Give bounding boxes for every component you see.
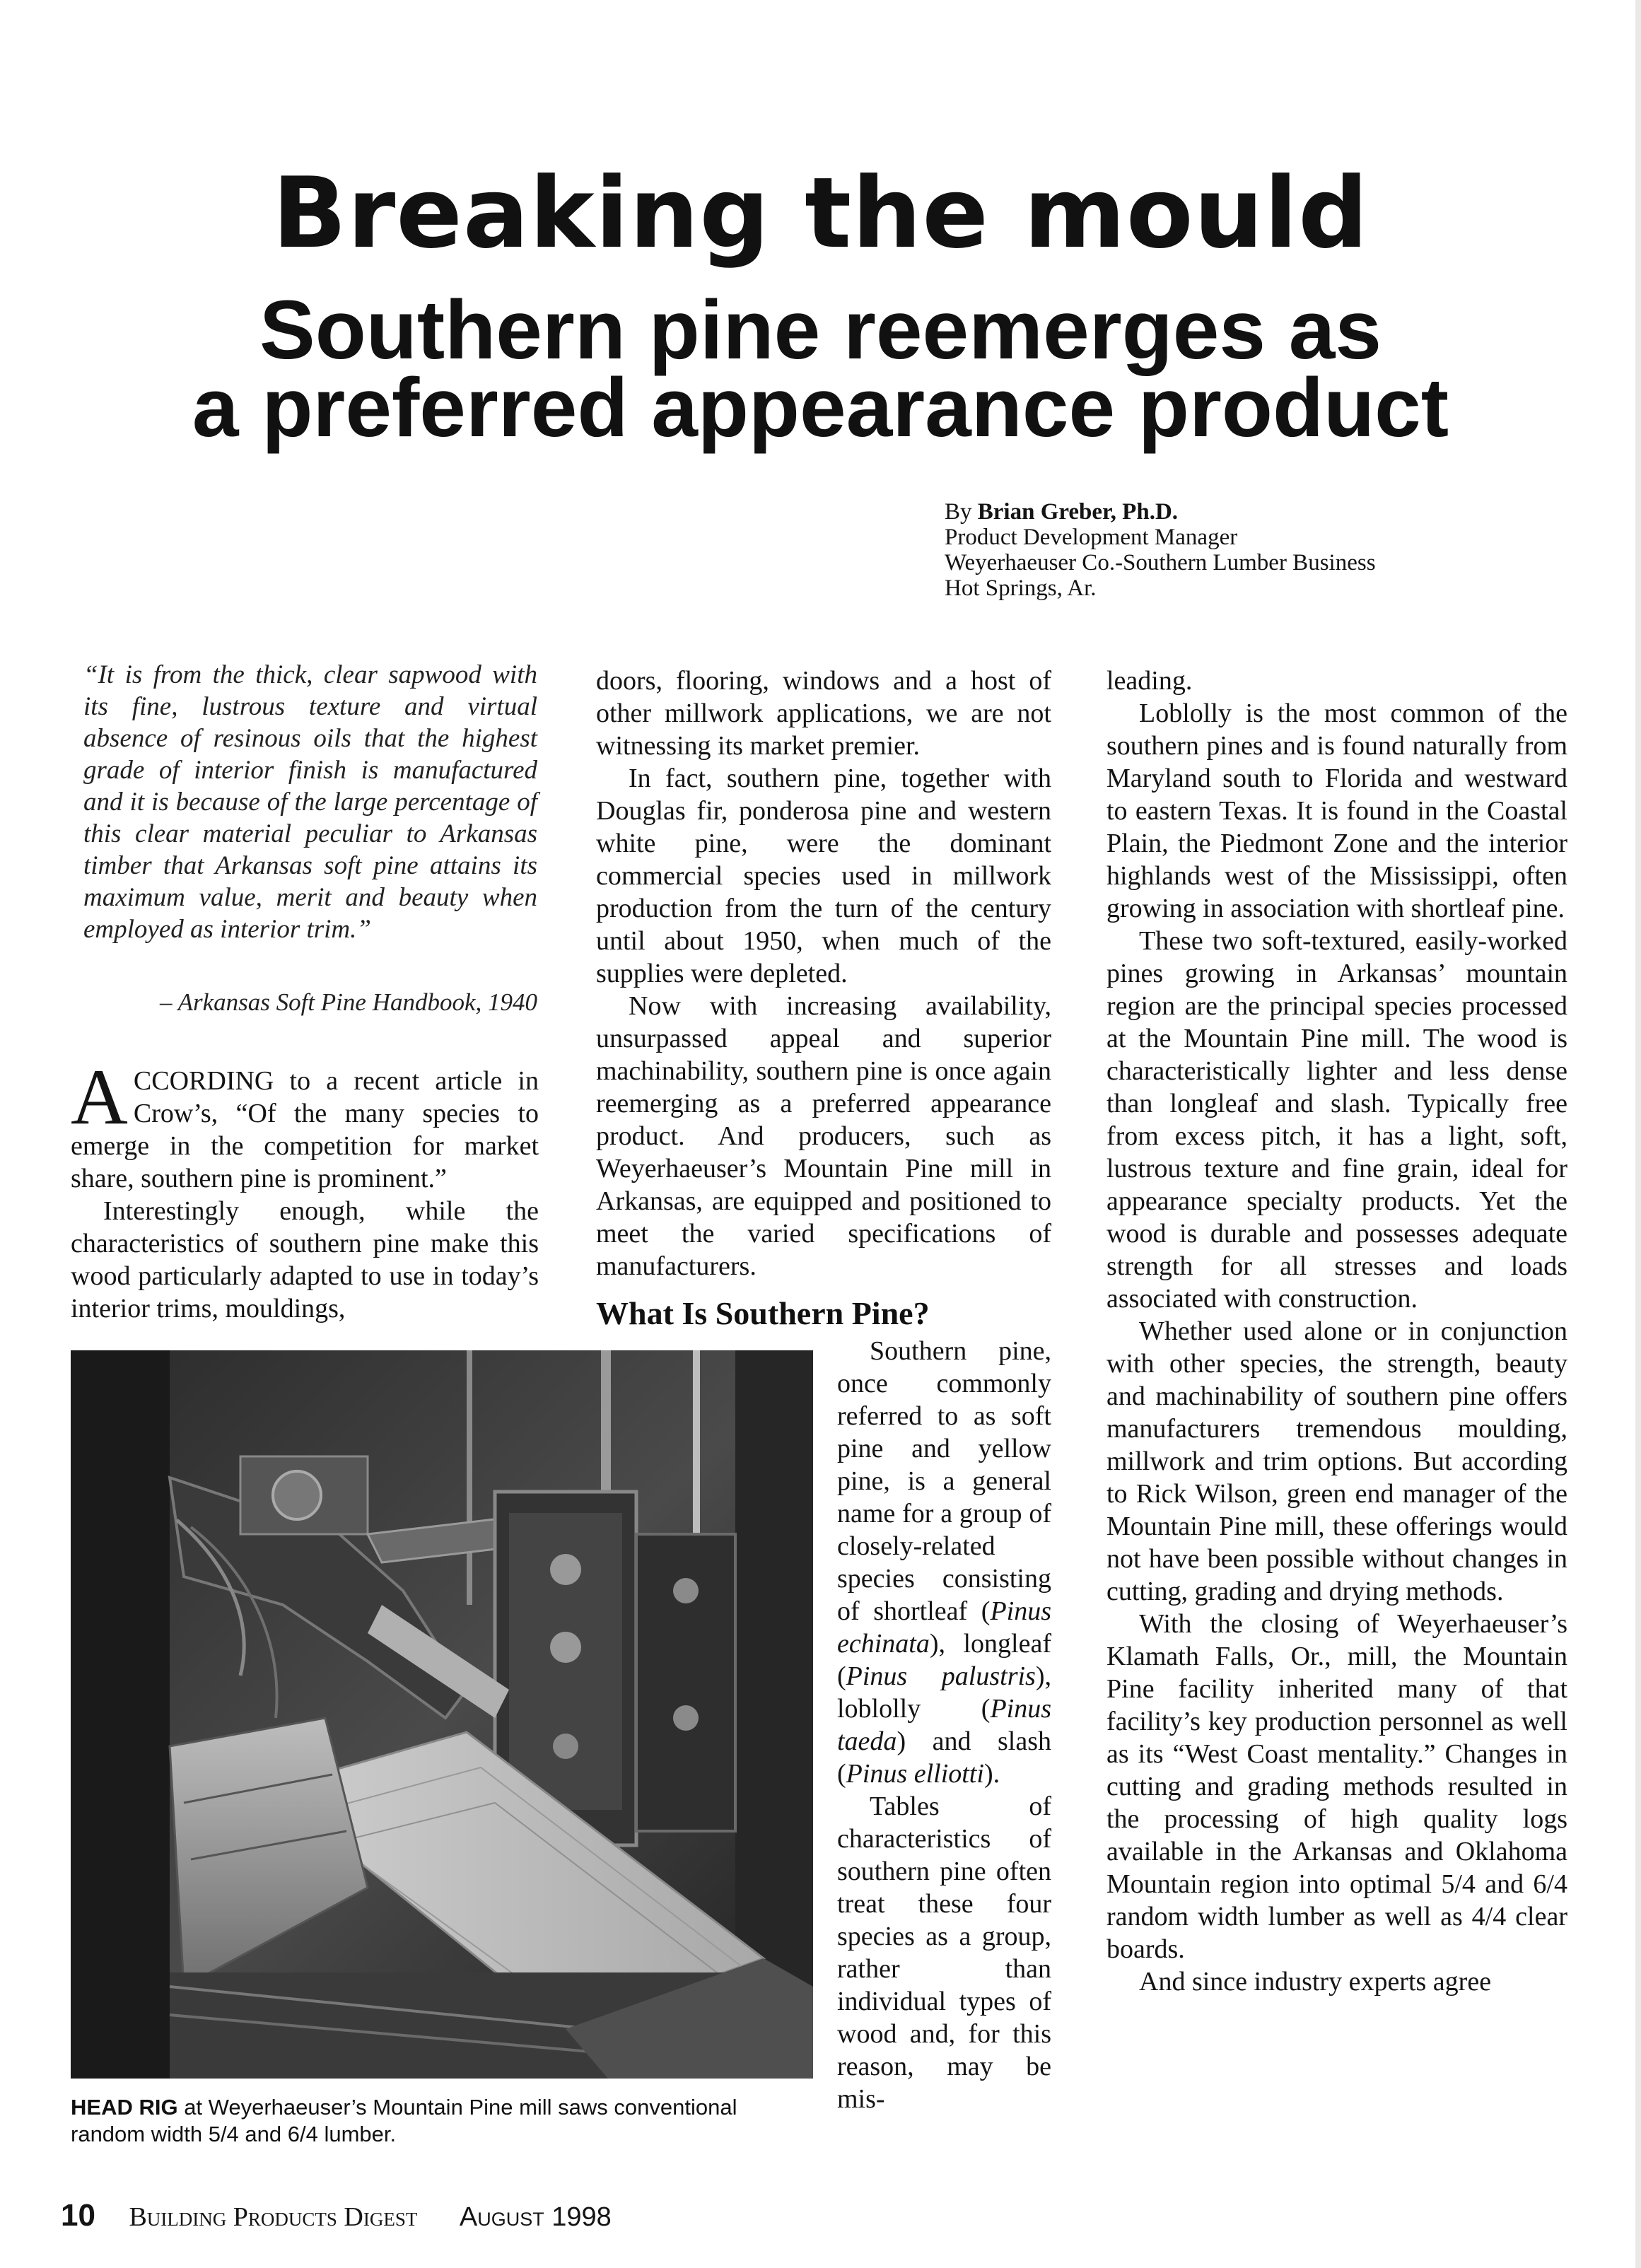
column-1 — [71, 1053, 539, 1325]
photo-caption — [71, 2094, 813, 2148]
caption-text: at Weyerhaeuser’s Mountain Pine mill saws conventional random width 5/4 and 6/4 lumber. — [71, 2095, 737, 2146]
column-3-paragraph-1: Loblolly is the most common of the southern pines and is found naturally from Maryland south to Florida and westward to eastern Texas. It is found in the Coastal Plain, the Piedmont Zone and the interior highlands west of the Mississippi, often growing in association with shortleaf pine. — [1106, 698, 1567, 923]
column-3-paragraph-3: Whether used alone or in conjunction with other species, the strength, beauty and machinability of southern pine offers manufacturers tremendous moulding, millwork and trim options. But according to Rick Wilson, green end manager of the Mountain Pine mill, these offerings would not have been possible without changes in cutting, grading and drying methods. — [1106, 1316, 1567, 1606]
column-2-paragraph-3: Now with increasing availability, unsurpassed appeal and superior machinability, southern pine is once again reemerging as a preferred appearance product. And producers, such as Weyerhaeuser’s Mountain Pine mill in Arkansas, are equipped and positioned to meet the varied specifications of manufacturers. — [596, 991, 1051, 1281]
headline: Breaking the mould — [272, 156, 1369, 270]
column-2 — [596, 665, 1051, 1282]
page-number: 10 — [61, 2198, 95, 2233]
column-1-paragraph-2: Interestingly enough, while the characteristics of southern pine make this wood particularly adapted to use in today’s interior trims, mouldings, — [71, 1196, 539, 1323]
pull-quote: “It is from the thick, clear sapwood with its fine, lustrous texture and virtual absence of resinous oils that the highest grade of interior finish is manufactured and it is because of the large percentage of this clear material peculiar to Arkansas timber that Arkansas soft pine attains its maximum value, merit and beauty when employed as interior trim.” — [83, 660, 537, 944]
narrow-text-d: ) and slash ( — [837, 1726, 1051, 1789]
narrow-paragraph-1 — [837, 1335, 1051, 1790]
drop-cap: A — [71, 1053, 128, 1141]
head-rig-photo — [71, 1350, 813, 2079]
subheadline-line-1: Southern pine reemerges as — [259, 284, 1382, 377]
narrow-column — [837, 1335, 1051, 2115]
column-1-paragraph-1 — [71, 1053, 539, 1195]
head-rig-photo-illustration — [71, 1350, 813, 2079]
latin-name-longleaf: Pinus palustris — [846, 1661, 1036, 1691]
column-3-paragraph-4: With the closing of Weyerhaeuser’s Klamath Falls, Or., mill, the Mountain Pine facility inherited many of that facility’s key production personnel as well as its “West Coast mentality.” Changes in cutting and grading methods resulted in the processing of high quality logs available in the Arkansas and Oklahoma Mountain region into optimal 5/4 and 6/4 random width lumber as well as 4/4 clear boards. — [1106, 1609, 1567, 1964]
latin-name-slash: Pinus elliotti — [846, 1759, 984, 1789]
byline-by: By — [945, 499, 972, 525]
column-2-paragraph-2: In fact, southern pine, together with Douglas fir, ponderosa pine and western white pine, were the dominant commercial species used in millwork production from the turn of the century until about 1950, when much of the supplies were depleted. — [596, 764, 1051, 988]
narrow-paragraph-2: Tables of characteristics of southern pine often treat these four species as a group, rather than individual types of wood and, for this reason, may be mis- — [837, 1791, 1051, 2114]
section-heading: What Is Southern Pine? — [596, 1295, 930, 1331]
page-footer — [61, 2200, 612, 2233]
caption-lead: HEAD RIG — [71, 2095, 178, 2120]
column-2-paragraph-1: doors, flooring, windows and a host of other millwork applications, we are not witnessing its market premier. — [596, 666, 1051, 761]
column-3-paragraph-5: And since industry experts agree — [1139, 1967, 1492, 1997]
pull-quote-source: – Arkansas Soft Pine Handbook, 1940 — [159, 988, 537, 1016]
column-3-paragraph-0: leading. — [1106, 666, 1193, 696]
latin-name-shortleaf: Pinus echinata — [837, 1596, 1051, 1659]
column-3-paragraph-2: These two soft-textured, easily-worked pines growing in Arkansas’ mountain region are the principal species processed at the Mountain Pine mill. The wood is characteristically lighter and less dense than longleaf and slash. Typically free from excess pitch, it has a light, soft, lustrous texture and fine grain, ideal for appearance specialty products. Yet the wood is durable and possesses adequate strength for all stresses and loads associated with construction. — [1106, 926, 1567, 1314]
byline — [945, 499, 1376, 601]
byline-title: Product Development Manager — [945, 525, 1238, 550]
issue-date: August 1998 — [459, 2202, 612, 2232]
latin-name-loblolly: Pinus taeda — [837, 1694, 1051, 1756]
narrow-text-e: ). — [983, 1759, 1000, 1789]
narrow-text-a: Southern pine, once commonly referred to as soft pine and yellow pine, is a general name for a group of closely-related species consisting of shortleaf ( — [837, 1336, 1051, 1626]
column-3 — [1106, 665, 1567, 1998]
column-1-paragraph-1-text: CCORDING to a recent article in Crow’s, “Of the many species to emerge in the competition for market share, southern pine is prominent.” — [71, 1066, 539, 1193]
byline-company: Weyerhaeuser Co.-Southern Lumber Business — [945, 550, 1376, 575]
subheadline-line-2: a preferred appearance product — [192, 361, 1449, 455]
byline-author: Brian Greber, Ph.D. — [977, 499, 1179, 525]
narrow-text-b: ), longleaf ( — [837, 1629, 1051, 1691]
magazine-name: Building Products Digest — [129, 2202, 418, 2232]
narrow-text-c: ), loblolly ( — [837, 1661, 1051, 1724]
page-edge — [1635, 0, 1641, 2268]
byline-location: Hot Springs, Ar. — [945, 575, 1097, 601]
